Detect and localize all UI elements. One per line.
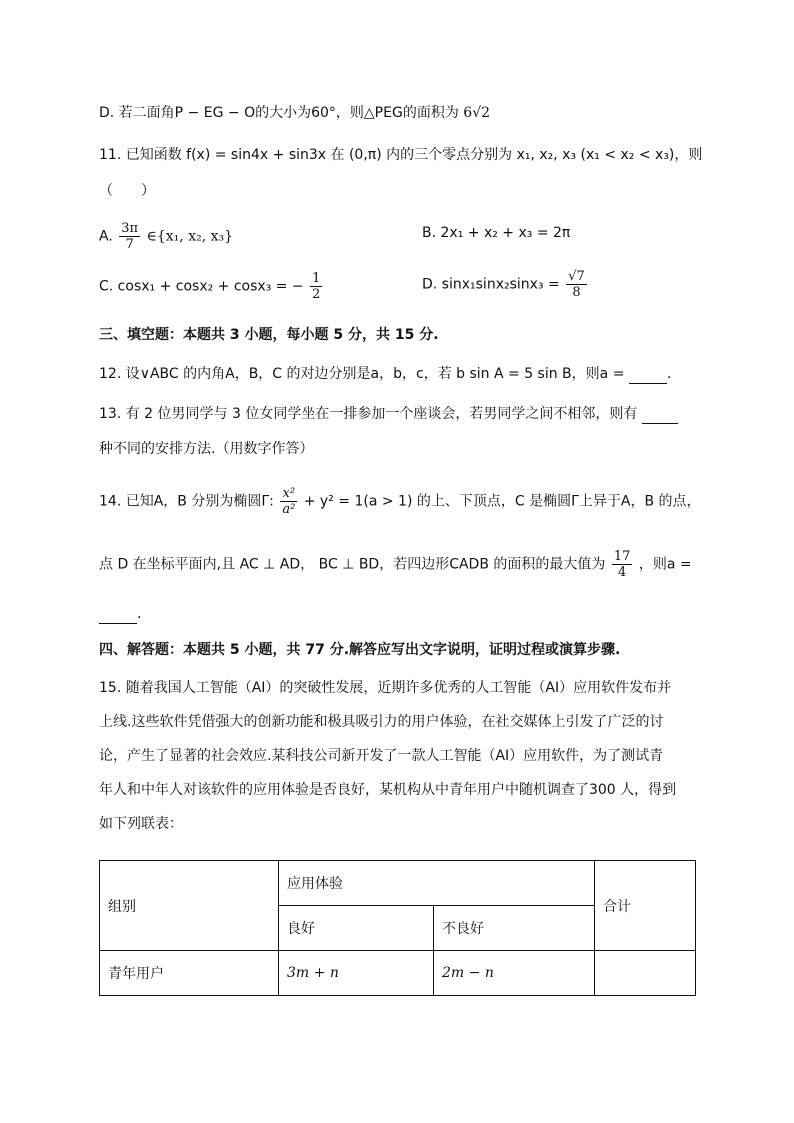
table-cell-row1-total bbox=[595, 951, 696, 996]
q14-line1 bbox=[99, 486, 701, 517]
q11-stem: 11. 已知函数 f(x) = sin4x + sin3x 在 (0,π) 内的三个零点分别为 x₁, x₂, x₃ (x₁ < x₂ < x₃)，则 bbox=[99, 147, 703, 163]
table-cell-row1-label: 青年用户 bbox=[100, 951, 279, 996]
q14-line1-a: 14. 已知A，B 分别为椭圆Γ: bbox=[99, 493, 274, 510]
q11-option-d-fraction bbox=[566, 269, 587, 300]
table-header-good: 良好 bbox=[279, 906, 434, 951]
q15-line-3: 论，产生了显著的社会效应.某科技公司新开发了一款人工智能（AI）应用软件，为了测试青 bbox=[99, 748, 664, 764]
q14-line1-b: + y² = 1(a > 1) 的上、下顶点，C 是椭圆Γ上异于A，B 的点， bbox=[303, 493, 701, 510]
q14-end: . bbox=[137, 606, 142, 622]
q11-option-c-label: C. cosx₁ + cosx₂ + cosx₃ = − bbox=[99, 278, 304, 295]
table-header-row bbox=[100, 861, 696, 906]
q11-option-d-den: 8 bbox=[572, 285, 581, 300]
q10-option-d bbox=[99, 103, 490, 123]
section3-heading: 三、填空题：本题共 3 小题，每小题 5 分，共 15 分. bbox=[99, 327, 439, 343]
q15-line-1: 15. 随着我国人工智能（AI）的突破性发展，近期许多优秀的人工智能（AI）应用软件发布并 bbox=[99, 680, 672, 696]
q11-option-a-label: A. bbox=[99, 228, 113, 245]
q10-option-d-value: 6√2 bbox=[463, 105, 491, 121]
q11-option-c-fraction bbox=[310, 271, 322, 302]
q12-text: 12. 设∨ABC 的内角A，B，C 的对边分别是a，b，c，若 b sin A = 5 sin B，则a = bbox=[99, 366, 625, 382]
q11-option-b: B. 2x₁ + x₂ + x₃ = 2π bbox=[422, 225, 571, 241]
table-cell-row1-good: 3m + n bbox=[279, 951, 434, 996]
table-header-experience: 应用体验 bbox=[279, 861, 595, 906]
q15-line-2: 上线.这些软件凭借强大的创新功能和极具吸引力的用户体验，在社交媒体上引发了广泛的讨 bbox=[99, 714, 664, 730]
q13-line1 bbox=[99, 404, 678, 424]
q11-paren: （ ） bbox=[99, 183, 155, 199]
q14-line2 bbox=[99, 549, 692, 580]
q10-option-d-text: D. 若二面角P − EG − O的大小为60°，则△PEG的面积为 bbox=[99, 105, 459, 121]
q12-end: . bbox=[666, 366, 672, 382]
q14-line2-a: 点 D 在坐标平面内,且 AC ⊥ AD， BC ⊥ BD，若四边形CADB 的面积的最大值为 bbox=[99, 556, 606, 573]
table-header-group: 组别 bbox=[100, 861, 279, 951]
q11-option-c-num: 1 bbox=[312, 271, 321, 286]
q12-answer-blank[interactable] bbox=[629, 369, 667, 384]
q11-option-a-fraction bbox=[119, 221, 140, 252]
q11-option-d-label: D. sinx₁sinx₂sinx₃ = bbox=[422, 276, 560, 293]
q14-ellipse-fraction bbox=[280, 486, 297, 517]
q11-option-d-num: √7 bbox=[568, 269, 585, 284]
table-cell-row1-bad: 2m − n bbox=[434, 951, 595, 996]
table-header-bad: 不良好 bbox=[434, 906, 595, 951]
q14-answer-blank[interactable] bbox=[99, 609, 137, 624]
q15-line-4: 年人和中年人对该软件的应用体验是否良好，某机构从中青年用户中随机调查了300 人，得到 bbox=[99, 782, 677, 798]
q14-line3 bbox=[99, 604, 141, 624]
q11-option-a-rest: ∈{x₁, x₂, x₃} bbox=[146, 228, 234, 245]
q12 bbox=[99, 364, 671, 384]
q14-max-fraction bbox=[612, 549, 633, 580]
q14-ellipse-den: a² bbox=[282, 502, 296, 517]
q13-answer-blank[interactable] bbox=[642, 409, 678, 424]
contingency-table bbox=[99, 860, 696, 996]
q14-max-den: 4 bbox=[617, 565, 627, 580]
q11-option-c-den: 2 bbox=[312, 287, 321, 302]
table-header-total: 合计 bbox=[595, 861, 696, 951]
q14-ellipse-num: x² bbox=[280, 486, 297, 502]
q11-option-a bbox=[99, 221, 233, 252]
q11-option-c bbox=[99, 271, 324, 302]
q11-option-d bbox=[422, 269, 589, 300]
q14-line2-b: ，则a = bbox=[638, 556, 692, 573]
q14-max-num: 17 bbox=[613, 549, 631, 564]
table-row bbox=[100, 951, 696, 996]
q11-option-a-num: 3π bbox=[121, 221, 139, 236]
q13-line1-text: 13. 有 2 位男同学与 3 位女同学坐在一排参加一个座谈会，若男同学之间不相邻，则有 bbox=[99, 406, 638, 422]
section4-heading: 四、解答题：本题共 5 小题，共 77 分.解答应写出文字说明，证明过程或演算步骤. bbox=[99, 642, 621, 658]
q11-option-a-den: 7 bbox=[125, 237, 134, 252]
q13-line2: 种不同的安排方法.（用数字作答） bbox=[99, 441, 314, 457]
q15-line-5: 如下列联表： bbox=[99, 816, 183, 832]
